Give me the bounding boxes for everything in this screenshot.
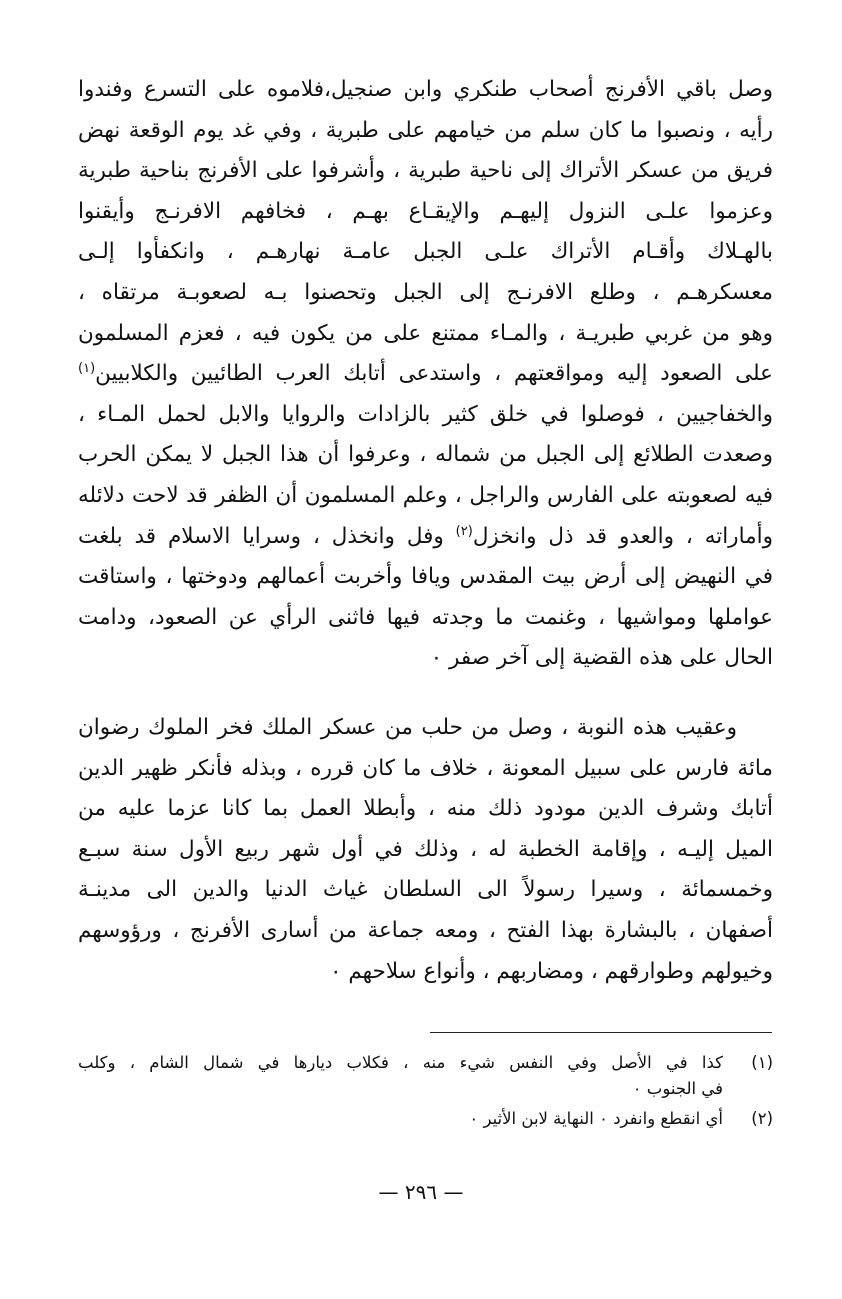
text-line: وخيولهم وطوارقهم ، ومضاربهم ، وأنواع سلاحهم ٠ — [329, 958, 773, 984]
footnote-number: (١) — [751, 1053, 773, 1072]
footnote-2 — [78, 1106, 773, 1132]
text-line: في النهيض إلى أرض بيت المقدس ويافا وأخربت أعمالهم ودوختها ، واستاقت — [78, 564, 773, 590]
paragraph-2 — [78, 708, 773, 992]
paragraph-1 — [78, 70, 773, 679]
text-line: أصفهان ، بالبشارة بهذا الفتح ، ومعه جماعة من أسارى الأفرنج ، ورؤوسهم — [78, 917, 773, 943]
text-line: وصل باقي الأفرنج أصحاب طنكري وابن صنجيل،فلاموه على التسرع وفندوا — [78, 77, 773, 102]
text-segment: وأماراته ، والعدو قد ذل وانخزل — [472, 523, 773, 549]
text-line — [78, 354, 773, 395]
footnote-number: (٢) — [751, 1109, 773, 1128]
footnotes — [78, 1050, 773, 1132]
text-line: الميل إليـه ، وإقامة الخطبة له ، وذلك في أول شهر ربيع الأول سنة سبـع — [78, 836, 773, 862]
footnote-text: في الجنوب ٠ — [632, 1079, 723, 1098]
text-line: فيه لصعوبته على الفارس والراجل ، وعلم المسلمون أن الظفر قد لاحت دلائله — [78, 482, 773, 508]
text-line: وصعدت الطلائع إلى الجبل من شماله ، وعرفوا أن هذا الجبل لا يمكن الحرب — [78, 442, 773, 468]
text-line: أتابك وشرف الدين مودود ذلك منه ، وأبطلا العمل بما كانا عزما عليه من — [78, 796, 773, 822]
text-line: وهو من غربي طبريـة ، والمـاء ممتنع على من يكون فيه ، فعزم المسلمون — [78, 320, 773, 346]
text-line: وعقيب هذه النوبة ، وصل من حلب من عسكر الملك فخر الملوك رضوان — [78, 715, 737, 740]
text-line: بالهـلاك وأقـام الأتراك علـى الجبل عامـة نهارهـم ، وانكفأوا إلـى — [78, 239, 773, 265]
text-line: عواملها ومواشيها ، وغنمت ما وجدته فيها فاثنى الرأي عن الصعود، ودامت — [78, 604, 773, 630]
footnote-separator — [430, 1032, 772, 1033]
text-line: فريق من عسكر الأتراك إلى ناحية طبرية ، وأشرفوا على الأفرنج بناحية طبرية — [78, 158, 773, 184]
text-line — [78, 517, 773, 558]
text-segment: على الصعود إليه ومواقعتهم ، واستدعى أتابك العرب الطائيين والكلابيين — [95, 361, 773, 387]
text-line: والخفاجيين ، فوصلوا في خلق كثير بالزادات والروايا والابل لحمل المـاء ، — [78, 401, 773, 427]
footnote-ref-2: (٢) — [455, 523, 473, 539]
footnote-text: أي انقطع وانفرد ٠ النهاية لابن الأثير ٠ — [469, 1109, 723, 1128]
text-segment: وفل وانخذل ، وسرايا الاسلام قد بلغت — [78, 523, 456, 549]
text-line: مائة فارس على سبيل المعونة ، خلاف ما كان قرره ، وبذله فأنكر ظهير الدين — [78, 755, 773, 781]
footnote-ref-1: (١) — [78, 361, 96, 376]
text-line: رأيه ، ونصبوا ما كان سلم من خيامهم على طبرية ، وفي غد يوم الوقعة نهض — [78, 117, 773, 143]
footnote-1 — [78, 1050, 773, 1102]
text-line: وعزموا علـى النزول إليهـم والإيقـاع بهـم ، فخافهم الافرنـج وأيقنوا — [78, 198, 773, 224]
text-line: الحال على هذه القضية إلى آخر صفر ٠ — [430, 645, 773, 671]
footnote-text: كذا في الأصل وفي النفس شيء منه ، فكلاب ديارها في شمال الشام ، وكلب — [78, 1053, 723, 1072]
text-line: معسكرهـم ، وطلع الافرنـج إلى الجبل وتحصنوا بـه لصعوبـة مرتقاه ، — [78, 279, 773, 305]
page-number: — ٢٩٦ — — [378, 1180, 464, 1204]
text-line: وخمسمائة ، وسيرا رسولاً الى السلطان غياث الدنيا والدين الى مدينـة — [78, 877, 773, 903]
